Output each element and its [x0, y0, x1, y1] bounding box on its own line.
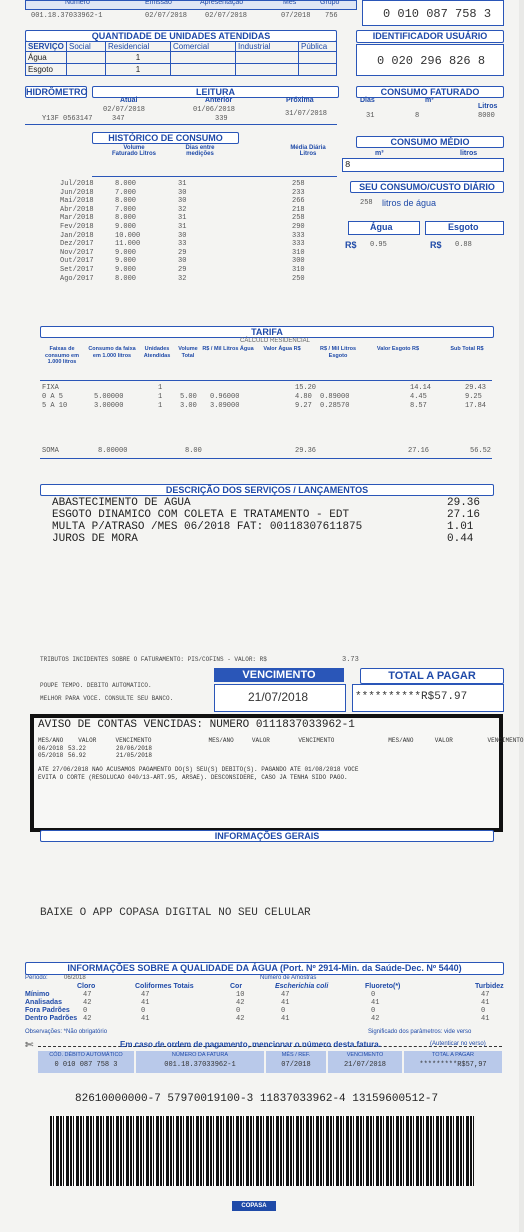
qualidade-cell: 0 — [281, 1007, 286, 1015]
reading-date-proxima: 31/07/2018 — [285, 110, 328, 118]
tarifa-title: TARIFA — [40, 326, 494, 338]
hist-cell: 310 — [292, 266, 305, 274]
soma-total: 56.52 — [470, 447, 492, 455]
qualidade-cell: 42 — [83, 1015, 92, 1023]
reading-value-anterior: 339 — [215, 115, 228, 123]
aviso-box — [30, 714, 503, 832]
tarifa-cell: 29.43 — [465, 384, 487, 392]
qualidade-col-header: Cor — [230, 983, 243, 990]
hist-col-media: Média Diária Litros — [290, 145, 326, 157]
units-col-publica: Pública — [299, 42, 337, 52]
stub-field-value: 001.18.37033962-1 — [164, 1061, 236, 1069]
hist-col-dias: Dias entre medições — [185, 145, 215, 157]
hist-cell: 30 — [178, 257, 187, 266]
servico-value: 1.01 — [447, 521, 474, 533]
agua-value: 0.95 — [370, 241, 387, 249]
aviso-cols — [38, 737, 524, 745]
tarifa-cell: FIXA — [42, 384, 59, 392]
servico-desc: MULTA P/ATRASO /MES 06/2018 FAT: 00118307611875 — [52, 521, 363, 533]
info-title: INFORMAÇÕES GERAIS — [40, 830, 494, 842]
stub-fields — [38, 1051, 502, 1073]
hist-cell: 8.000 — [115, 214, 137, 223]
qualidade-cell: 41 — [141, 1015, 150, 1023]
aviso-col-header: VENCIMENTO — [115, 737, 152, 744]
stub-auth: (Autenticar no verso) — [430, 1041, 486, 1047]
hist-cell: 250 — [292, 274, 305, 283]
hist-cell: 300 — [292, 257, 305, 266]
barcode — [50, 1116, 474, 1186]
qualidade-title: INFORMAÇÕES SOBRE A QUALIDADE DA ÁGUA (Port. Nº 2914-Min. da Saúde-Dec. Nº 5440) — [25, 962, 504, 975]
hist-cell: 258 — [292, 180, 305, 188]
stub-field-label: MÊS / REF. — [281, 1052, 311, 1058]
qualidade-row-label: Mínimo — [25, 991, 50, 998]
periodo-value: 06/2018 — [64, 975, 86, 981]
qualidade-cell: 42 — [83, 999, 92, 1007]
stub-field-label: TOTAL A PAGAR — [432, 1052, 474, 1058]
qualidade-col-header: Fluoreto(*) — [365, 983, 401, 990]
qualidade-cell: 41 — [371, 999, 380, 1007]
presentation-date: 02/07/2018 — [205, 12, 248, 20]
qualidade-cell: 41 — [141, 999, 150, 1007]
aviso-cell: 20/06/2018 — [116, 745, 153, 752]
tarifa-cell: 0.96000 — [210, 393, 240, 401]
stub-field — [328, 1051, 402, 1073]
soma-agua: 29.36 — [295, 447, 317, 455]
servico-desc: ABASTECIMENTO DE AGUA — [52, 497, 191, 509]
aviso-text-2: EVITA O CORTE (RESOLUCAO 040/13-ART.95, ARSAE). DESCONSIDERE, CASO JA TENHA SIDO PAGO. — [38, 774, 348, 781]
hist-cell: 7.000 — [115, 205, 137, 214]
aviso-col-header: VALOR — [78, 737, 97, 744]
qualidade-obs: Observações: *Não obrigatório — [25, 1029, 108, 1035]
reading-value-atual: 347 — [112, 115, 125, 123]
tarifa-cell: 0.89000 — [320, 393, 350, 401]
hist-cell: 218 — [292, 205, 305, 214]
tarifa-cell: 8.57 — [410, 402, 427, 410]
litros-value: 258 — [360, 199, 373, 207]
tarifa-col-header: Consumo da faixa em 1.000 litros — [88, 346, 136, 359]
hist-col-volume: Volume Faturado Litros — [112, 145, 157, 157]
tarifa-col-header: Faixas de consumo em 1.000 litros — [45, 346, 79, 365]
units-row-agua-res: 1 — [106, 52, 171, 64]
hist-cell: 258 — [292, 214, 305, 223]
historico-title: HISTÓRICO DE CONSUMO — [92, 132, 239, 144]
agua-rs: R$ — [345, 240, 357, 250]
copasa-logo: COPASA — [232, 1201, 276, 1211]
tarifa-subtitle: CÁLCULO RESIDENCIAL — [240, 338, 311, 344]
qualidade-cell: 47 — [141, 991, 150, 999]
group: 756 — [325, 12, 338, 20]
meter-number: Y13F 0563147 — [42, 115, 93, 123]
hist-cell: Mai/2018 — [60, 197, 94, 206]
tarifa-headers — [40, 346, 492, 374]
consumo-medio-title: CONSUMO MÉDIO — [356, 136, 504, 148]
top-header — [25, 0, 355, 22]
venc-title: VENCIMENTO — [214, 668, 344, 682]
hist-cell: 290 — [292, 223, 305, 231]
aviso-cell: 21/05/2018 — [116, 752, 153, 759]
qualidade-cell: 0 — [236, 1007, 241, 1015]
col-grupo: Grupo — [320, 0, 340, 6]
stub-field — [404, 1051, 502, 1073]
tributos-value: 3.73 — [342, 656, 359, 664]
qualidade-sig: Significado dos parâmetros: vide verso — [368, 1029, 472, 1035]
hist-cell: Jan/2018 — [60, 231, 94, 240]
aviso-col-header: MES/ANO — [208, 737, 234, 744]
tarifa-col-header: Valor Esgoto R$ — [376, 346, 420, 352]
units-col-comercial: Comercial — [171, 42, 236, 52]
qualidade-col-header: Escherichia coli — [275, 983, 329, 990]
qualidade-cell: 41 — [281, 999, 290, 1007]
tarifa-cell: 17.84 — [465, 402, 487, 410]
qualidade-cell: 41 — [281, 1015, 290, 1023]
tarifa-col-header: Unidades Atendidas — [143, 346, 171, 359]
esgoto-label: Esgoto — [448, 222, 479, 232]
aviso-col-header: VENCIMENTO — [298, 737, 335, 744]
qualidade-cell: 41 — [481, 1015, 490, 1023]
tarifa-col-header: R$ / Mil Litros Esgoto — [319, 346, 357, 359]
units-title: QUANTIDADE DE UNIDADES ATENDIDAS — [25, 30, 337, 42]
soma-consumo: 8.00000 — [98, 447, 128, 455]
aviso-cell: 05/2018 — [38, 752, 64, 759]
periodo-label: Período: — [25, 975, 48, 981]
units-row-esgoto-res: 1 — [106, 64, 171, 76]
qualidade-cell: 0 — [83, 1007, 88, 1015]
tributos-text: TRIBUTOS INCIDENTES SOBRE O FATURAMENTO: PIS/COFINS - VALOR: R$ — [40, 656, 267, 663]
tarifa-cell: 1 — [158, 384, 163, 392]
hist-cell: 9.000 — [115, 266, 137, 274]
promo-msg-2: MELHOR PARA VOCE. CONSULTE SEU BANCO. — [40, 695, 174, 702]
tarifa-cell: 5 A 10 — [42, 402, 68, 410]
tarifa-cell: 5.00 — [180, 393, 197, 401]
cf-col-dias: Dias — [360, 97, 375, 104]
tarifa-cell: 1 — [158, 402, 163, 410]
qualidade-cell: 47 — [83, 991, 92, 999]
qualidade-row-label: Analisadas — [25, 999, 62, 1006]
hist-cell: Fev/2018 — [60, 223, 94, 231]
leitura-title: LEITURA — [92, 86, 339, 98]
total-title: TOTAL A PAGAR — [360, 668, 504, 684]
leitura-col-atual: Atual — [120, 97, 138, 104]
consumo-faturado-title: CONSUMO FATURADO — [356, 86, 504, 98]
stub-field-value: 0 010 087 758 3 — [54, 1061, 118, 1069]
hist-cell: Out/2017 — [60, 257, 94, 266]
hist-cell: 32 — [178, 205, 187, 214]
reading-date-anterior: 01/06/2018 — [193, 106, 236, 114]
qualidade-row-label: Dentro Padrões — [25, 1015, 78, 1022]
servicos-title: DESCRIÇÃO DOS SERVIÇOS / LANÇAMENTOS — [40, 484, 494, 496]
hist-cell: Abr/2018 — [60, 205, 94, 214]
hist-cell: 29 — [178, 248, 187, 257]
qualidade-cell: 0 — [481, 1007, 486, 1015]
aviso-text-1: ATE 27/06/2018 NAO ACUSAMOS PAGAMENTO DO(S) SEU(S) DEBITO(S). PAGANDO ATE 01/08/2018 VOCE — [38, 766, 359, 773]
total-value: **********R$57.97 — [355, 691, 468, 703]
hist-cell: 31 — [178, 223, 187, 231]
hist-cell: 33 — [178, 240, 187, 249]
qualidade-cell: 47 — [281, 991, 290, 999]
hist-cell: 32 — [178, 274, 187, 283]
aviso-col-header: VALOR — [251, 737, 270, 744]
col-apresentacao: Apresentação — [200, 0, 244, 6]
client-code: 0 010 087 758 3 — [383, 7, 492, 21]
cf-col-litros: Litros — [478, 103, 498, 110]
hist-cell: 7.000 — [115, 188, 137, 197]
soma-label: SOMA — [42, 447, 59, 455]
cf-dias: 31 — [366, 112, 375, 120]
stub-field-label: VENCIMENTO — [346, 1052, 384, 1058]
servico-value: 0.44 — [447, 533, 474, 545]
tarifa-cell: 15.20 — [295, 384, 317, 392]
hist-cell: Dez/2017 — [60, 240, 94, 249]
units-row-esgoto-label: Esgoto — [26, 64, 67, 76]
col-numero: Número — [65, 0, 90, 6]
hist-cell: 8.000 — [115, 180, 137, 188]
aviso-col-header: VALOR — [434, 737, 453, 744]
hist-cell: 233 — [292, 188, 305, 197]
qualidade-col-header: Coliformes Totais — [135, 983, 194, 990]
leitura-col-anterior: Anterior — [205, 97, 233, 104]
hist-cell: 333 — [292, 231, 305, 240]
tarifa-cell: 4.80 — [295, 393, 312, 401]
aviso-cell: 53.22 — [68, 745, 87, 752]
stub-field-value: 21/07/2018 — [343, 1061, 386, 1069]
units-col-residencial: Residencial — [106, 42, 171, 52]
soma-volume: 8.00 — [185, 447, 202, 455]
amostras-label: Número de Amostras — [260, 975, 317, 981]
hist-cell: 310 — [292, 248, 305, 257]
tarifa-cell: 9.27 — [295, 402, 312, 410]
tarifa-col-header: Volume Total — [178, 346, 198, 359]
aviso-col-header: MES/ANO — [38, 737, 64, 744]
client-code-box — [362, 0, 504, 26]
soma-esgoto: 27.16 — [408, 447, 430, 455]
hist-cell: 333 — [292, 240, 305, 249]
hist-cell: 9.000 — [115, 248, 137, 257]
hist-cell: 30 — [178, 231, 187, 240]
agua-label: Água — [370, 222, 393, 232]
hist-cell: Set/2017 — [60, 266, 94, 274]
hist-cell: 29 — [178, 266, 187, 274]
hidrometro-title: HIDRÔMETRO — [26, 87, 88, 97]
hist-cell: 9.000 — [115, 223, 137, 231]
tarifa-cell: 0.28570 — [320, 402, 350, 410]
litros-label: litros de água — [382, 198, 437, 208]
tarifa-cell: 1 — [158, 393, 163, 401]
info-text: BAIXE O APP COPASA DIGITAL NO SEU CELULAR — [40, 907, 311, 919]
tarifa-cell: 4.45 — [410, 393, 427, 401]
hist-cell: 8.000 — [115, 197, 137, 206]
hist-cell: Jun/2018 — [60, 188, 94, 197]
hist-cell: 30 — [178, 188, 187, 197]
tarifa-col-header: Valor Água R$ — [263, 346, 301, 352]
hist-cell: 31 — [178, 180, 187, 188]
cm-col-m3: m³ — [375, 150, 384, 157]
hist-cell: 30 — [178, 197, 187, 206]
qualidade-cell: 10 — [236, 991, 245, 999]
cm-col-litros: litros — [460, 150, 478, 157]
hist-cell: Nov/2017 — [60, 248, 94, 257]
hist-cell: 8.000 — [115, 274, 137, 283]
hist-cell: Jul/2018 — [60, 180, 94, 188]
servico-desc: ESGOTO DINAMICO COM COLETA E TRATAMENTO - EDT — [52, 509, 350, 521]
cf-m3: 8 — [415, 112, 420, 120]
tarifa-col-header: Sub Total R$ — [450, 346, 484, 352]
ident-value: 0 020 296 826 8 — [377, 54, 486, 68]
aviso-title: AVISO DE CONTAS VENCIDAS: NUMERO 0111837033962-1 — [38, 719, 355, 731]
units-col-servico: SERVIÇO — [26, 42, 67, 52]
tarifa-cell: 3.00 — [180, 402, 197, 410]
stub-field — [266, 1051, 326, 1073]
stub-field — [38, 1051, 134, 1073]
stub-field-label: NÚMERO DA FATURA — [171, 1052, 229, 1058]
hist-cell: 9.000 — [115, 257, 137, 266]
qualidade-cell: 41 — [481, 999, 490, 1007]
stub-field-value: *********R$57,97 — [419, 1061, 487, 1069]
tarifa-cell: 9.25 — [465, 393, 482, 401]
tarifa-col-header: R$ / Mil Litros Água — [202, 346, 254, 352]
qualidade-cell: 0 — [371, 1007, 376, 1015]
promo-msg-1: POUPE TEMPO. DEBITO AUTOMATICO. — [40, 682, 152, 689]
servico-value: 29.36 — [447, 497, 481, 509]
units-table — [25, 41, 337, 76]
aviso-cell: 56.92 — [68, 752, 87, 759]
scissors-icon: ✄ — [25, 1040, 34, 1051]
qualidade-col-header: Cloro — [77, 983, 96, 990]
servico-value: 27.16 — [447, 509, 481, 521]
ident-box — [356, 44, 504, 76]
esgoto-rs: R$ — [430, 240, 442, 250]
hist-cell: 266 — [292, 197, 305, 206]
invoice-number: 001.18.37033962-1 — [31, 12, 103, 20]
month: 07/2018 — [281, 12, 311, 20]
col-emissao: Emissão — [145, 0, 172, 6]
tarifa-cell: 3.09000 — [210, 402, 240, 410]
custo-title: SEU CONSUMO/CUSTO DIÁRIO — [350, 181, 504, 193]
emission-date: 02/07/2018 — [145, 12, 188, 20]
units-col-industrial: Industrial — [236, 42, 299, 52]
leitura-col-proxima: Próxima — [286, 97, 314, 104]
stub-field-value: 07/2018 — [281, 1061, 311, 1069]
hist-cell: 10.000 — [115, 231, 141, 240]
stub-field-label: CÓD. DÉBITO AUTOMÁTICO — [49, 1052, 123, 1058]
stub-field — [136, 1051, 264, 1073]
cm-m3-value: 8 — [345, 160, 351, 170]
qualidade-cell: 42 — [371, 1015, 380, 1023]
servico-desc: JUROS DE MORA — [52, 533, 138, 545]
tarifa-cell: 14.14 — [410, 384, 432, 392]
ident-title: IDENTIFICADOR USUÁRIO — [356, 30, 504, 43]
qualidade-cell: 42 — [236, 1015, 245, 1023]
stub-caption: Em caso de ordem de pagamento, mencionar o número desta fatura. — [120, 1040, 381, 1049]
venc-value: 21/07/2018 — [248, 690, 309, 704]
hist-cell: 31 — [178, 214, 187, 223]
qualidade-cell: 0 — [371, 991, 376, 999]
col-mes: Mês — [283, 0, 297, 6]
tarifa-cell: 3.00000 — [94, 402, 124, 410]
hist-cell: 11.000 — [115, 240, 141, 249]
aviso-col-header: VENCIMENTO — [487, 737, 524, 744]
hist-cell: Ago/2017 — [60, 274, 94, 283]
tarifa-cell: 5.00000 — [94, 393, 124, 401]
qualidade-col-header: Turbidez — [475, 983, 504, 990]
barcode-digits: 82610000000-7 57970019100-3 11837033962-4 13159600512-7 — [75, 1093, 439, 1105]
cf-litros: 8000 — [478, 112, 495, 120]
aviso-col-header: MES/ANO — [388, 737, 414, 744]
units-col-social: Social — [67, 42, 106, 52]
qualidade-cell: 0 — [141, 1007, 146, 1015]
cf-col-m3: m³ — [425, 97, 434, 104]
reading-date-atual: 02/07/2018 — [103, 106, 146, 114]
units-row-agua-label: Água — [26, 52, 67, 64]
qualidade-cell: 42 — [236, 999, 245, 1007]
hist-cell: Mar/2018 — [60, 214, 94, 223]
aviso-cell: 06/2018 — [38, 745, 64, 752]
qualidade-cell: 47 — [481, 991, 490, 999]
tarifa-cell: 0 A 5 — [42, 393, 64, 401]
esgoto-value: 0.88 — [455, 241, 472, 249]
qualidade-row-label: Fora Padrões — [25, 1007, 70, 1014]
